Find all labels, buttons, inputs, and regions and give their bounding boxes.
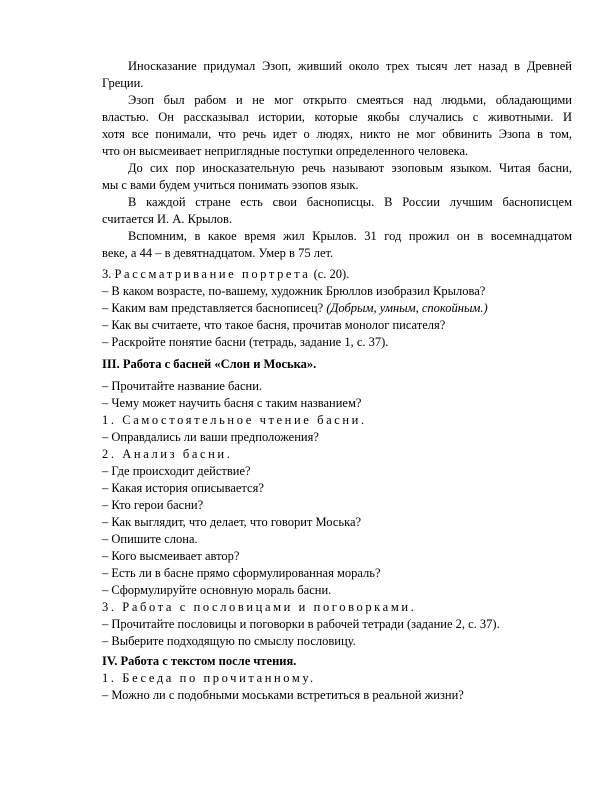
- paragraph-krylov-life: [102, 228, 572, 262]
- question-item: – Оправдались ли ваши предположения?: [102, 430, 319, 444]
- question-item: – Опишите слона.: [102, 532, 198, 546]
- subsection-heading: 1. Самостоятельное чтение басни.: [102, 413, 367, 427]
- question-item: – Прочитайте пословицы и поговорки в рабочей тетради (задание 2, с. 37).: [102, 617, 500, 631]
- text-line: Вспомним, в какое время жил Крылов. 31 год прожил он в восемнадцатом: [128, 229, 572, 243]
- text-line: что он высмеивает неприглядные поступки определенного человека.: [102, 144, 469, 158]
- section-heading: IV. Работа с текстом после чтения.: [102, 654, 297, 668]
- question-item: – Можно ли с подобными моськами встретиться в реальной жизни?: [102, 688, 464, 702]
- paragraph-aesop-origin: [102, 58, 572, 92]
- portrait-ref: (с. 20).: [313, 267, 350, 281]
- text-line: Иносказание придумал Эзоп, живший около трех тысяч лет назад в Древней: [128, 59, 572, 73]
- text-line: Греции.: [102, 76, 144, 90]
- text-line: считается И. А. Крылов.: [102, 212, 233, 226]
- question-text: – Каким вам представляется баснописец?: [102, 301, 327, 315]
- text-line: властью. Он рассказывал истории, которые якобы случались с животными. И: [102, 110, 572, 124]
- question-item: – Как вы считаете, что такое басня, прочитав монолог писателя?: [102, 318, 446, 332]
- question-item: [102, 300, 572, 317]
- question-item: – Какая история описывается?: [102, 481, 264, 495]
- text-line: мы с вами будем учиться понимать эзопов язык.: [102, 178, 359, 192]
- question-item: – Выберите подходящую по смыслу пословицу.: [102, 634, 356, 648]
- subsection-heading: 1. Беседа по прочитанному.: [102, 671, 316, 685]
- text-line: Эзоп был рабом и не мог открыто смеяться над людьми, обладающими: [128, 93, 572, 107]
- question-item: – Чему может научить басня с таким названием?: [102, 396, 362, 410]
- expected-answer: (Добрым, умным, спокойным.): [326, 301, 488, 315]
- question-item: – Кто герои басни?: [102, 498, 204, 512]
- subsection-heading: 3. Работа с пословицами и поговорками.: [102, 600, 417, 614]
- text-line: До сих пор иносказательную речь называют эзоповым языком. Читая басни,: [128, 161, 572, 175]
- document-body: [102, 58, 572, 704]
- portrait-title: Рассматривание портрета: [114, 267, 311, 281]
- text-line: хотя все понимали, что речь идет о людях, никто не мог обвинить Эзопа в том,: [102, 127, 572, 141]
- question-item: – Кого высмеивает автор?: [102, 549, 240, 563]
- question-item: – В каком возрасте, по-вашему, художник Брюллов изобразил Крылова?: [102, 284, 486, 298]
- paragraph-krylov: [102, 194, 572, 228]
- question-item: – Сформулируйте основную мораль басни.: [102, 583, 332, 597]
- question-item: – Где происходит действие?: [102, 464, 251, 478]
- question-item: – Есть ли в басне прямо сформулированная мораль?: [102, 566, 381, 580]
- question-item: – Как выглядит, что делает, что говорит Моська?: [102, 515, 362, 529]
- portrait-number: 3.: [102, 267, 112, 281]
- text-line: веке, а 44 – в девятнадцатом. Умер в 75 лет.: [102, 246, 334, 260]
- portrait-heading: [102, 266, 572, 283]
- paragraph-aesop-slave: [102, 92, 572, 160]
- portrait-section: [102, 266, 572, 351]
- section-heading: III. Работа с басней «Слон и Моська».: [102, 357, 317, 371]
- paragraph-aesop-language: [102, 160, 572, 194]
- question-item: – Раскройте понятие басни (тетрадь, задание 1, с. 37).: [102, 335, 389, 349]
- question-item: – Прочитайте название басни.: [102, 379, 263, 393]
- section-after-reading: [102, 653, 572, 704]
- text-line: В каждой стране есть свои баснописцы. В России лучшим баснописцем: [128, 195, 572, 209]
- section-fable-work: [102, 356, 572, 650]
- subsection-heading: 2. Анализ басни.: [102, 447, 233, 461]
